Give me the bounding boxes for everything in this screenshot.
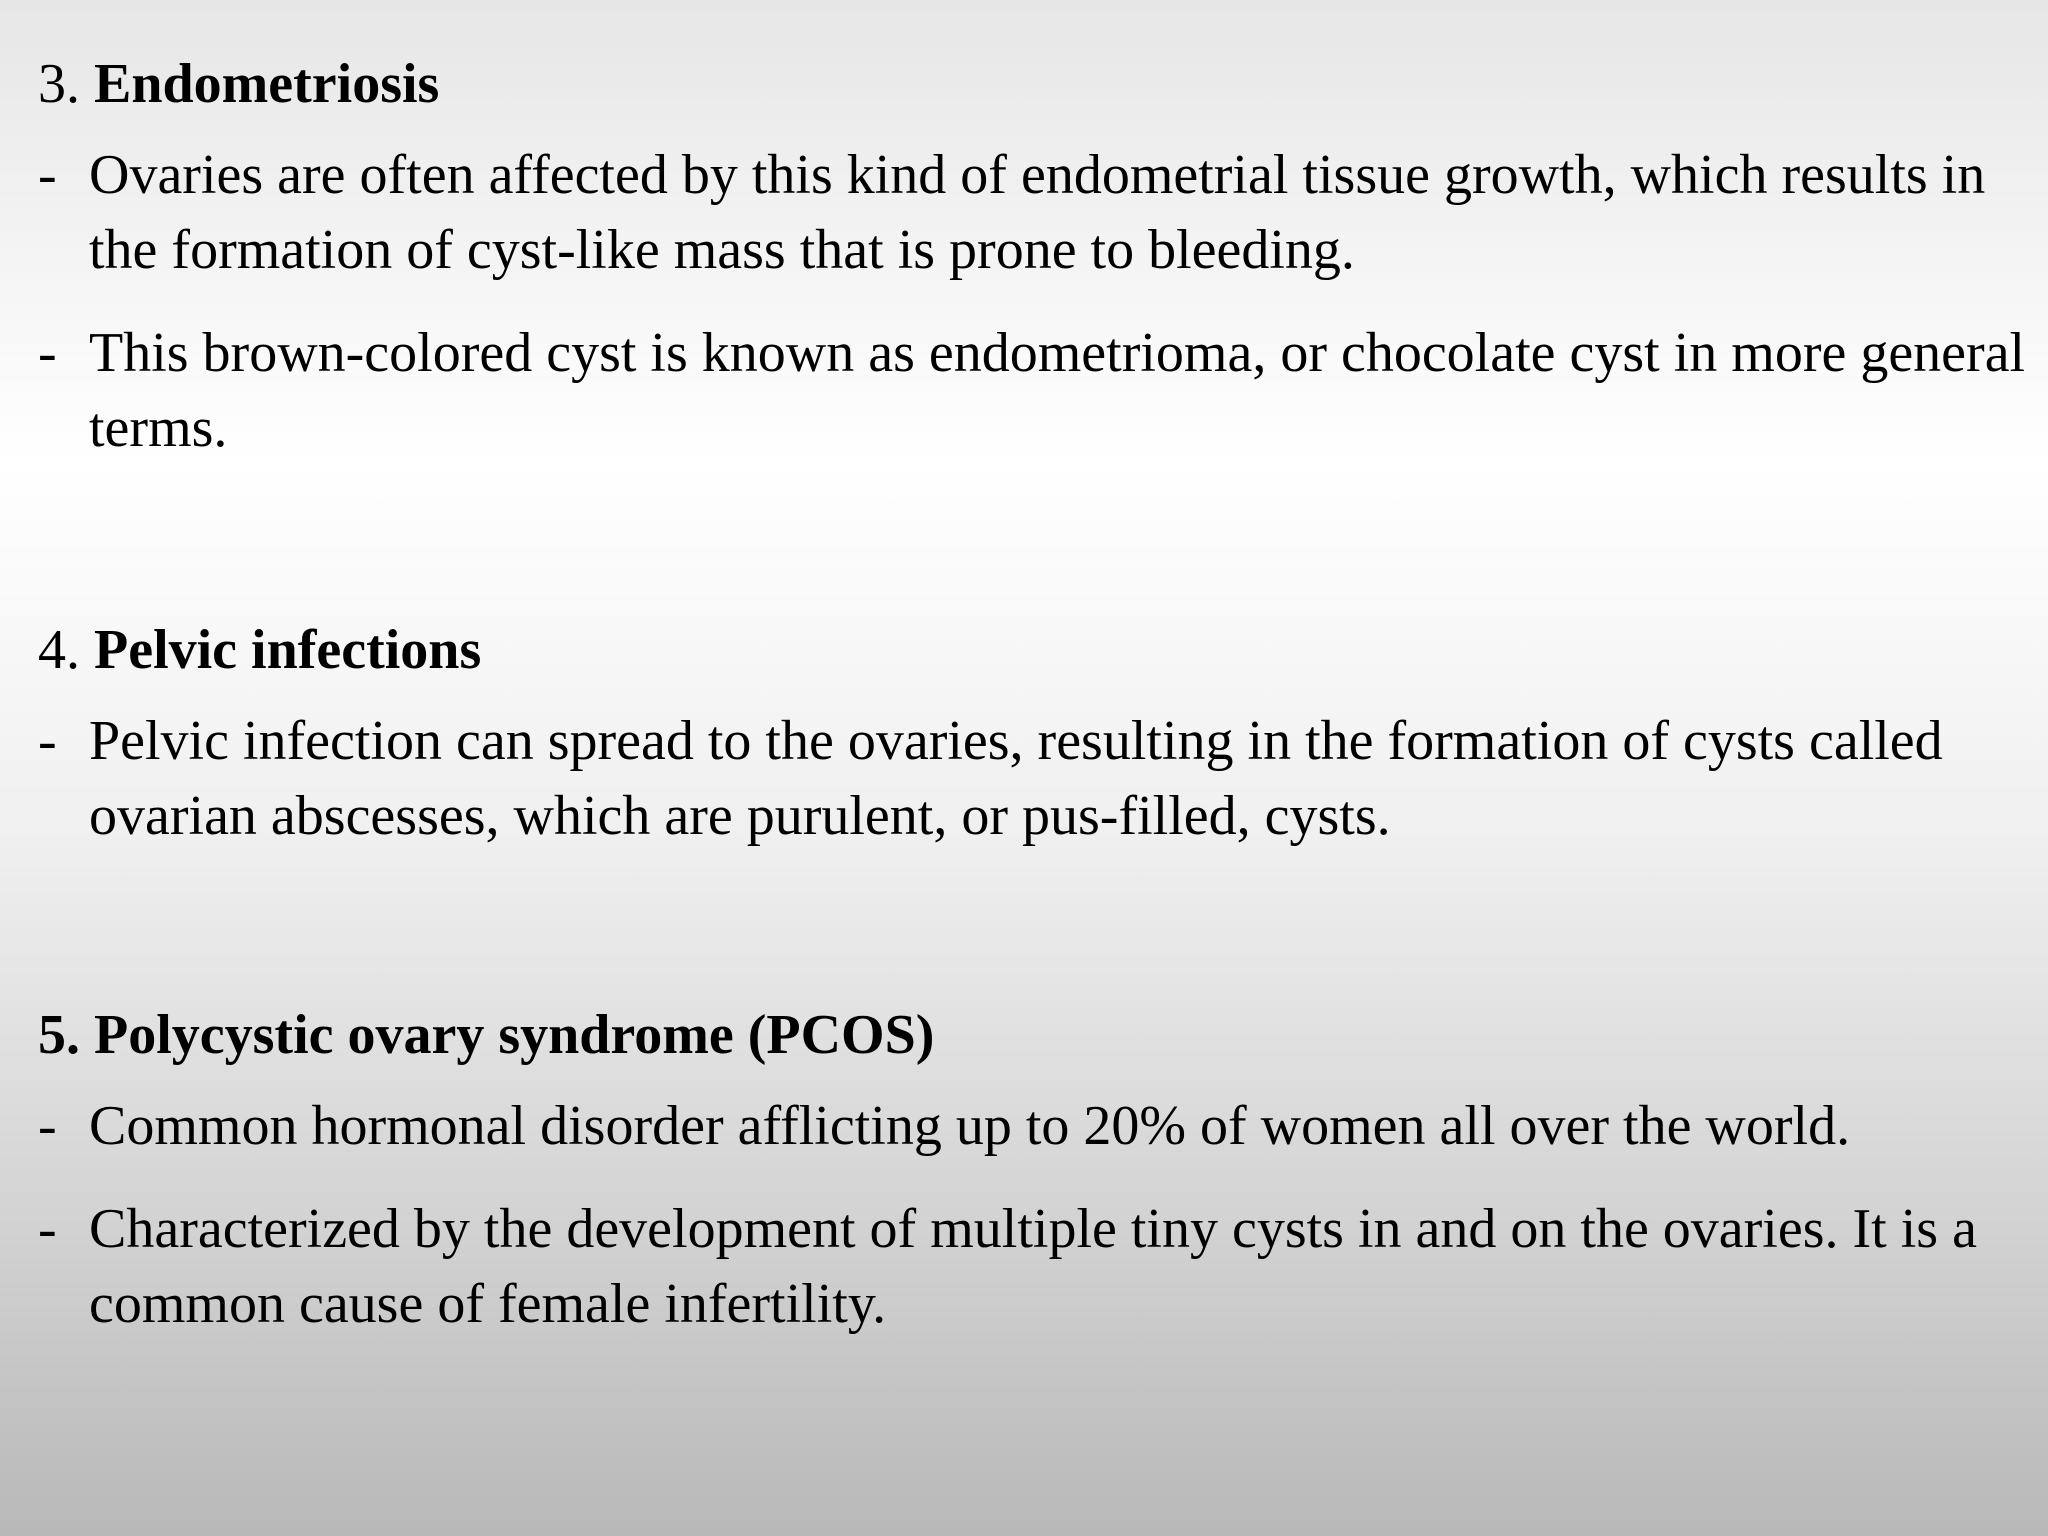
section-number: 5. [38, 1004, 80, 1066]
bullet-item [38, 1089, 2028, 1164]
bullet-text: Common hormonal disorder afflicting up to 20% of women all over the world. [89, 1095, 1851, 1157]
bullet-dash: - [38, 710, 57, 772]
bullet-dash: - [38, 322, 57, 384]
section-heading [38, 50, 2028, 118]
bullet-item [38, 704, 2028, 854]
section-pcos [38, 1001, 2028, 1370]
section-number: 3. [38, 53, 80, 115]
section-title: Endometriosis [94, 53, 440, 115]
section-number: 4. [38, 619, 80, 681]
bullet-dash: - [38, 1095, 57, 1157]
bullet-text: Pelvic infection can spread to the ovaries, resulting in the formation of cysts called ovarian abscesses, which are purulent, or pus-filled, cysts. [89, 710, 1943, 847]
section-title: Polycystic ovary syndrome (PCOS) [94, 1004, 935, 1066]
section-heading [38, 616, 2028, 684]
bullet-item [38, 316, 2028, 466]
bullet-item [38, 138, 2028, 288]
section-heading [38, 1001, 2028, 1069]
bullet-item [38, 1192, 2028, 1342]
bullet-text: Ovaries are often affected by this kind of endometrial tissue growth, which results in the formation of cyst-like mass that is prone to bleeding. [89, 144, 1986, 281]
section-pelvic-infections [38, 616, 2028, 882]
bullet-text: This brown-colored cyst is known as endometrioma, or chocolate cyst in more general terms. [89, 322, 2026, 459]
bullet-text: Characterized by the development of multiple tiny cysts in and on the ovaries. It is a common cause of female infertility. [89, 1198, 1977, 1335]
bullet-dash: - [38, 1198, 57, 1260]
section-endometriosis [38, 50, 2028, 494]
section-title: Pelvic infections [94, 619, 482, 681]
bullet-dash: - [38, 144, 57, 206]
